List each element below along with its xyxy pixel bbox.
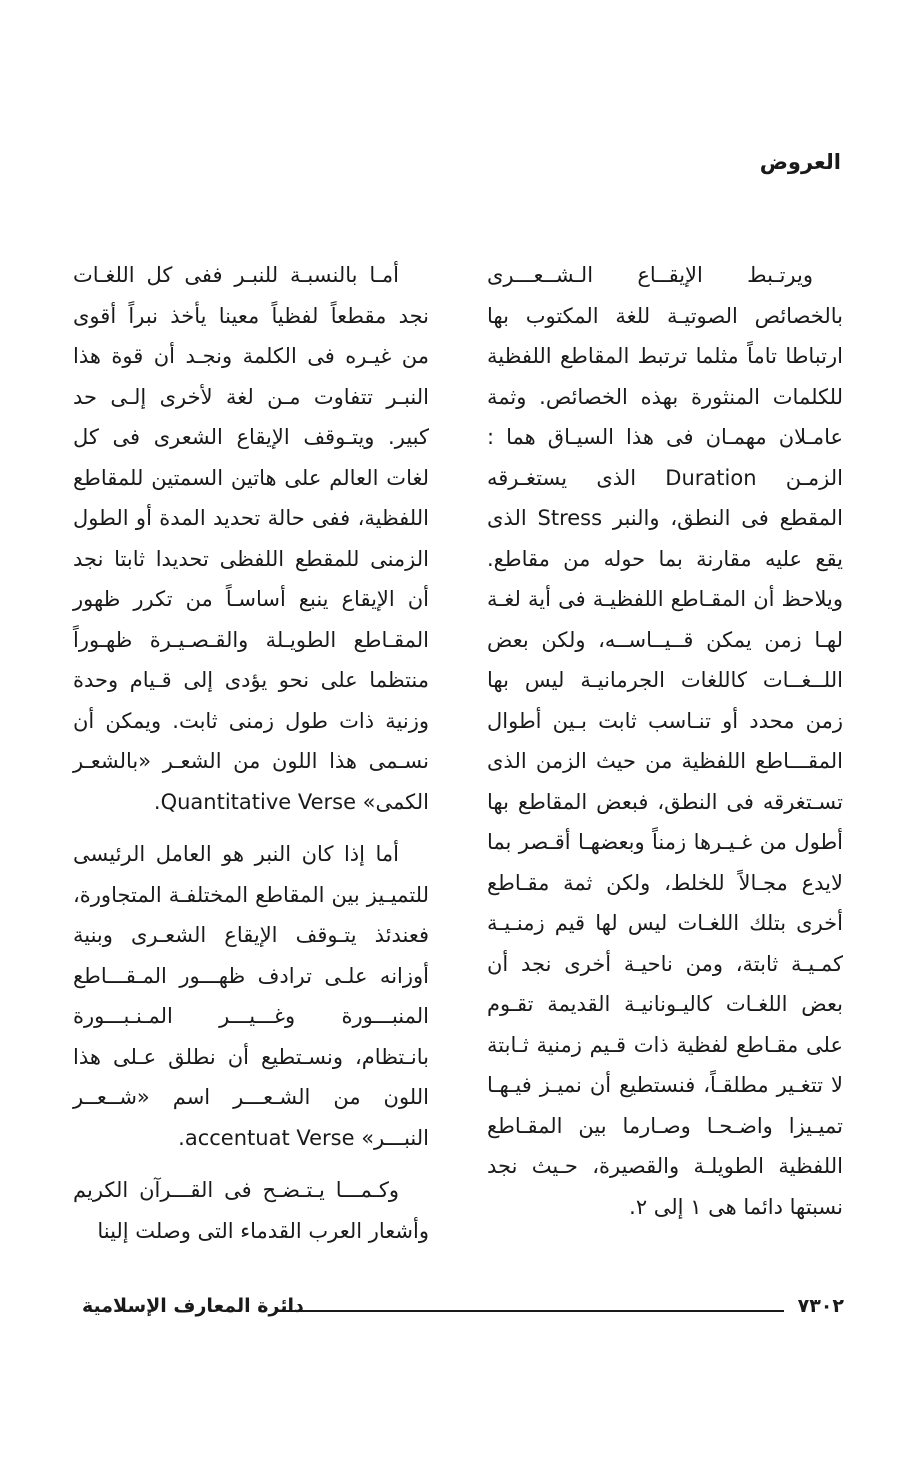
paragraph: أما إذا كان النبر هو العامل الرئيسى للتميـيز بين المقاطع المختلفـة المتجاورة، فعندئذ يتـوقف الإيقاع الشعـرى وبنية أوزانه علـى ترادف ظهـــور المـقـــاطع المنبـــورة وغـــيـــر المـنـبـــورة بانـتظام، ونسـتطيع أن نطلق عـلى هذا اللون من الشـعـــر اسم «شــعــر النبـــر» accentuat Verse.	[73, 842, 429, 1150]
right-text-column	[487, 255, 843, 1227]
paragraph: ويرتـبط الإيقــاع الـشــعـــرى بالخصائص الصوتيـة للغة المكتوب بها ارتباطا تاماً مثلما ترتبط المقاطع اللفظية للكلمات المنثورة بهذه الخصائص. وثمة عامـلان مهمـان فى هذا السيـاق هما : الزمـن Duration الذى يستغـرقه المقطع فى النطق، والنبر Stress الذى يقع عليه مقارنة بما حوله من مقاطع. ويلاحظ أن المقـاطع اللفظيـة فى أية لغـة لهـا زمن يمكن قــيــاســه، ولكن بعض اللــغــات كاللغات الجرمانيـة ليس بها زمن محدد أو تنـاسب ثابت بـين أطوال المقـــاطع اللفظية من حيث الزمن الذى تسـتغرقه فى النطق، فبعض المقاطع بها أطول من غـيـرها زمناً وبعضهـا أقـصر بما لايدع مجـالاً للخلط، ولكن ثمة مقـاطع أخرى بتلك اللغـات ليس لها قيم زمنـيـة كمـيـة ثابتة، ومن ناحيـة أخرى نجد أن بعض اللغـات كاليـونانيـة القديمة تقـوم على مقـاطع لفظية ذات قـيم زمنية ثـابتة لا تتغـير مطلقـاً، فنستطيع أن نميـز فيـهـا تميـيزا واضـحـا وصـارما بين المقـاطع اللفظية الطويلـة والقصيرة، حـيث نجد نسبتها دائما هى ١ إلى ٢.	[487, 263, 843, 1219]
footer-title: دائرة المعارف الإسلامية	[82, 1295, 304, 1317]
footer-divider	[277, 1310, 784, 1312]
page-footer	[82, 1295, 844, 1325]
running-head: العروض	[759, 150, 841, 174]
left-text-column	[73, 255, 429, 1251]
paragraph: أمـا بالنسبـة للنبـر ففى كل اللغـات نجد مقطعاً لفظياً معينا يأخذ نبراً أقوى من غيـره فى الكلمة ونجـد أن قوة هذا النبـر تتفاوت مـن لغة لأخرى إلـى حد كبير. ويتـوقف الإيقاع الشعرى فى كل لغات العالم على هاتين السمتين للمقاطع اللفظية، ففى حالة تحديد المدة أو الطول الزمنى للمقطع اللفظى تحديدا ثابتا نجد أن الإيقاع ينبع أساسـاً من تكرر ظهور المقـاطع الطويـلة والقـصـيـرة ظهـوراً منتظما على نحو يؤدى إلى قـيام وحدة وزنية ذات طول زمنى ثابت. ويمكن أن نسـمى هذا اللون من الشعـر «بالشعـر الكمى» Quantitative Verse.	[73, 263, 429, 814]
page-number: ٧٣٠٢	[797, 1295, 844, 1317]
paragraph: وكـمـــا يـتـضـح فى القـــرآن الكريم وأشعار العرب القدماء التى وصلت إلينا	[73, 1178, 429, 1243]
